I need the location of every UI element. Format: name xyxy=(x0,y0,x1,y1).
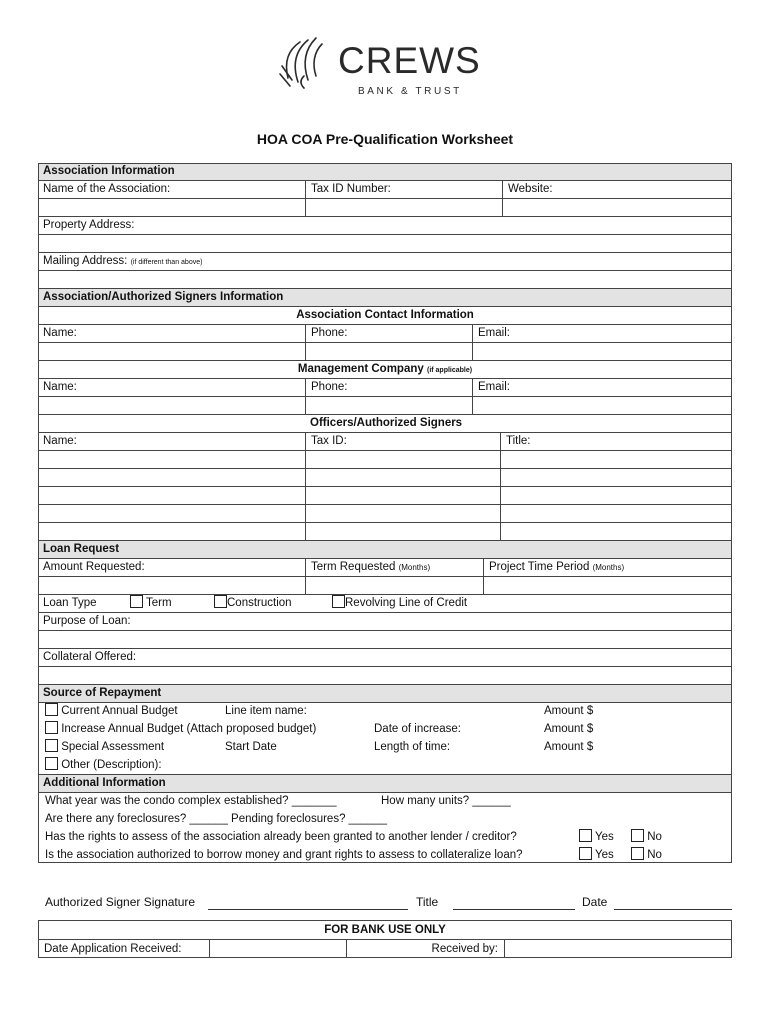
tax-id-field[interactable] xyxy=(305,199,502,216)
website-label: Website: xyxy=(502,181,732,198)
term-requested-note: (Months) xyxy=(398,563,431,572)
construction-option-label: Construction xyxy=(227,597,292,609)
officer-taxid-field[interactable] xyxy=(305,487,500,504)
term-requested-label-wrap xyxy=(305,559,483,576)
mailing-address-label: Mailing Address: xyxy=(43,255,128,267)
loan-type-row xyxy=(38,595,732,613)
authorized-borrow-question: Is the association authorized to borrow money and grant rights to assess to collateralize loan? xyxy=(45,849,523,861)
contact-name-label: Name: xyxy=(43,327,77,339)
purpose-label: Purpose of Loan: xyxy=(43,615,131,627)
mgmt-note: (if applicable) xyxy=(426,367,473,374)
mgmt-labels-row xyxy=(38,379,732,397)
officer-title-label: Title: xyxy=(500,433,732,450)
start-date-label: Start Date xyxy=(225,741,277,753)
officers-header: Officers/Authorized Signers xyxy=(310,417,463,429)
increase-budget-label: Increase Annual Budget (Attach proposed budget) xyxy=(61,723,317,735)
other-option[interactable] xyxy=(41,757,291,774)
contact-name-field[interactable] xyxy=(38,343,305,360)
section-header-loan xyxy=(38,541,732,559)
additional-q2-row xyxy=(38,811,732,829)
officer-row xyxy=(38,451,732,469)
property-address-field[interactable] xyxy=(38,235,732,253)
loan-type-construction-option[interactable] xyxy=(214,595,332,612)
officer-taxid-field[interactable] xyxy=(305,469,500,486)
section-header-signers xyxy=(38,289,732,307)
additional-q4-row xyxy=(38,847,732,865)
project-period-note: (Months) xyxy=(592,563,625,572)
signature-title-field[interactable] xyxy=(453,895,575,910)
no-label: No xyxy=(647,849,662,861)
bank-use-row xyxy=(39,940,731,958)
section-title: Association/Authorized Signers Information xyxy=(43,291,284,303)
officers-header-wrap xyxy=(305,415,505,432)
officers-header-row xyxy=(38,415,732,433)
revolving-checkbox[interactable] xyxy=(332,595,345,608)
officer-title-field[interactable] xyxy=(500,523,732,540)
mgmt-header-row xyxy=(38,361,732,379)
length-label: Length of time: xyxy=(374,741,451,753)
current-budget-label: Current Annual Budget xyxy=(61,705,178,717)
mgmt-values-row xyxy=(38,397,732,415)
signal-waves-icon xyxy=(278,36,338,94)
mgmt-header-wrap xyxy=(38,361,732,378)
additional-q3-row xyxy=(38,829,732,847)
rights-granted-question: Has the rights to assess of the association already been granted to another lender / creditor? xyxy=(45,831,517,843)
officer-taxid-field[interactable] xyxy=(305,523,500,540)
mgmt-phone-label: Phone: xyxy=(305,379,472,396)
rights-granted-yes-option[interactable] xyxy=(579,829,639,847)
collateral-row[interactable] xyxy=(38,649,732,667)
no-label: No xyxy=(647,831,662,843)
signature-row xyxy=(40,893,734,913)
date-received-field[interactable] xyxy=(209,940,346,958)
loan-labels-row xyxy=(38,559,732,577)
mailing-address-field[interactable] xyxy=(38,271,732,289)
revolving-option-label: Revolving Line of Credit xyxy=(345,597,468,609)
officer-name-field[interactable] xyxy=(38,469,305,486)
signature-title-label: Title xyxy=(416,895,439,909)
contact-labels-row xyxy=(38,325,732,343)
mgmt-name-field[interactable] xyxy=(38,397,305,414)
current-budget-option[interactable] xyxy=(41,703,211,721)
repayment-other-row xyxy=(38,757,732,775)
received-by-field[interactable] xyxy=(504,940,733,958)
term-requested-field[interactable] xyxy=(305,577,483,594)
project-period-field[interactable] xyxy=(483,577,732,594)
contact-phone-label: Phone: xyxy=(305,325,472,342)
mgmt-email-label: Email: xyxy=(472,379,732,396)
term-option-label: Term xyxy=(146,597,172,609)
officers-labels-row xyxy=(38,433,732,451)
contact-email-field[interactable] xyxy=(472,343,732,360)
amount-label: Amount $ xyxy=(544,705,594,717)
amount-label: Amount $ xyxy=(544,741,594,753)
worksheet-form xyxy=(38,163,732,865)
section-title: Source of Repayment xyxy=(43,687,162,699)
officer-name-field[interactable] xyxy=(38,451,305,468)
contact-header: Association Contact Information xyxy=(296,309,474,321)
loan-type-term-option[interactable] xyxy=(130,595,210,612)
mgmt-phone-field[interactable] xyxy=(305,397,472,414)
officer-row xyxy=(38,469,732,487)
section-header-association xyxy=(38,163,732,181)
date-increase-label: Date of increase: xyxy=(374,723,461,735)
increase-budget-checkbox[interactable] xyxy=(45,721,58,734)
contact-header-row xyxy=(38,307,732,325)
purpose-row[interactable] xyxy=(38,613,732,631)
officer-row xyxy=(38,505,732,523)
foreclosures-question: Are there any foreclosures? ______ Pending foreclosures? ______ xyxy=(45,813,388,825)
repayment-increase-row xyxy=(38,721,732,739)
section-header-additional xyxy=(38,775,732,793)
yes-label: Yes xyxy=(595,849,614,861)
current-budget-checkbox[interactable] xyxy=(45,703,58,716)
officer-row xyxy=(38,487,732,505)
rights-granted-no-checkbox[interactable] xyxy=(631,829,644,842)
mailing-address-note: (if different than above) xyxy=(130,259,203,266)
officer-taxid-label: Tax ID: xyxy=(305,433,500,450)
loan-type-label: Loan Type xyxy=(43,597,97,609)
officer-taxid-field[interactable] xyxy=(305,505,500,522)
authorized-borrow-no-checkbox[interactable] xyxy=(631,847,644,860)
bank-use-header: FOR BANK USE ONLY xyxy=(39,921,731,940)
mgmt-email-field[interactable] xyxy=(472,397,732,414)
property-address-label: Property Address: xyxy=(43,219,135,231)
logo-wordmark: CREWS xyxy=(338,40,481,81)
project-period-label: Project Time Period xyxy=(489,561,590,573)
section-title: Additional Information xyxy=(43,777,166,789)
mgmt-header: Management Company xyxy=(297,363,424,375)
signature-date-field[interactable] xyxy=(614,895,732,910)
project-period-label-wrap xyxy=(483,559,732,576)
crews-logo xyxy=(278,36,493,100)
construction-checkbox[interactable] xyxy=(214,595,227,608)
amount-requested-label: Amount Requested: xyxy=(43,561,145,573)
amount-requested-field[interactable] xyxy=(38,577,305,594)
authorized-borrow-yes-checkbox[interactable] xyxy=(579,847,592,860)
rights-granted-yes-checkbox[interactable] xyxy=(579,829,592,842)
website-field[interactable] xyxy=(502,199,732,216)
rights-granted-no-option[interactable] xyxy=(631,829,691,847)
logo-tagline: BANK & TRUST xyxy=(358,86,462,97)
increase-budget-option[interactable] xyxy=(41,721,361,739)
other-label: Other (Description): xyxy=(61,759,162,771)
loan-values-row xyxy=(38,577,732,595)
officer-title-field[interactable] xyxy=(500,451,732,468)
tax-id-label: Tax ID Number: xyxy=(305,181,502,198)
section-title: Association Information xyxy=(43,165,175,177)
officer-title-field[interactable] xyxy=(500,487,732,504)
line-item-label: Line item name: xyxy=(225,705,307,717)
special-assessment-label: Special Assessment xyxy=(61,741,165,753)
section-header-repayment xyxy=(38,685,732,703)
section-title: Loan Request xyxy=(43,543,120,555)
repayment-special-row xyxy=(38,739,732,757)
purpose-field[interactable] xyxy=(38,631,732,649)
yes-label: Yes xyxy=(595,831,614,843)
officer-name-field[interactable] xyxy=(38,505,305,522)
units-question: How many units? ______ xyxy=(381,795,511,807)
officer-taxid-field[interactable] xyxy=(305,451,500,468)
contact-values-row xyxy=(38,343,732,361)
special-assessment-option[interactable] xyxy=(41,739,211,757)
association-values-row xyxy=(38,199,732,217)
authorized-borrow-no-option[interactable] xyxy=(631,847,691,865)
mailing-address-label-wrap xyxy=(38,253,732,270)
contact-email-label: Email: xyxy=(472,325,732,342)
officer-name-field[interactable] xyxy=(38,523,305,540)
association-name-field[interactable] xyxy=(38,199,305,216)
additional-q1-row xyxy=(38,793,732,811)
term-requested-label: Term Requested xyxy=(311,561,396,573)
officer-row xyxy=(38,523,732,541)
page-title: HOA COA Pre-Qualification Worksheet xyxy=(256,131,514,147)
term-checkbox[interactable] xyxy=(130,595,143,608)
officer-name-field[interactable] xyxy=(38,487,305,504)
bank-use-box xyxy=(38,920,732,958)
received-by-label: Received by: xyxy=(346,940,504,958)
association-labels-row xyxy=(38,181,732,199)
officer-title-field[interactable] xyxy=(500,505,732,522)
loan-type-revolving-option[interactable] xyxy=(332,595,492,612)
signature-field[interactable] xyxy=(208,895,408,910)
repayment-current-row xyxy=(38,703,732,721)
officer-title-field[interactable] xyxy=(500,469,732,486)
association-name-label: Name of the Association: xyxy=(43,183,171,195)
year-established-question: What year was the condo complex established? _______ xyxy=(45,795,337,807)
officer-name-label: Name: xyxy=(43,435,77,447)
collateral-label: Collateral Offered: xyxy=(43,651,137,663)
mgmt-name-label: Name: xyxy=(43,381,77,393)
date-received-label: Date Application Received: xyxy=(44,943,182,955)
contact-phone-field[interactable] xyxy=(305,343,472,360)
signer-label: Authorized Signer Signature xyxy=(45,895,196,909)
property-address-row[interactable] xyxy=(38,217,732,235)
amount-label: Amount $ xyxy=(544,723,594,735)
signature-date-label: Date xyxy=(582,895,608,909)
collateral-field[interactable] xyxy=(38,667,732,685)
special-assessment-checkbox[interactable] xyxy=(45,739,58,752)
authorized-borrow-yes-option[interactable] xyxy=(579,847,639,865)
other-checkbox[interactable] xyxy=(45,757,58,770)
mailing-address-row[interactable] xyxy=(38,253,732,271)
